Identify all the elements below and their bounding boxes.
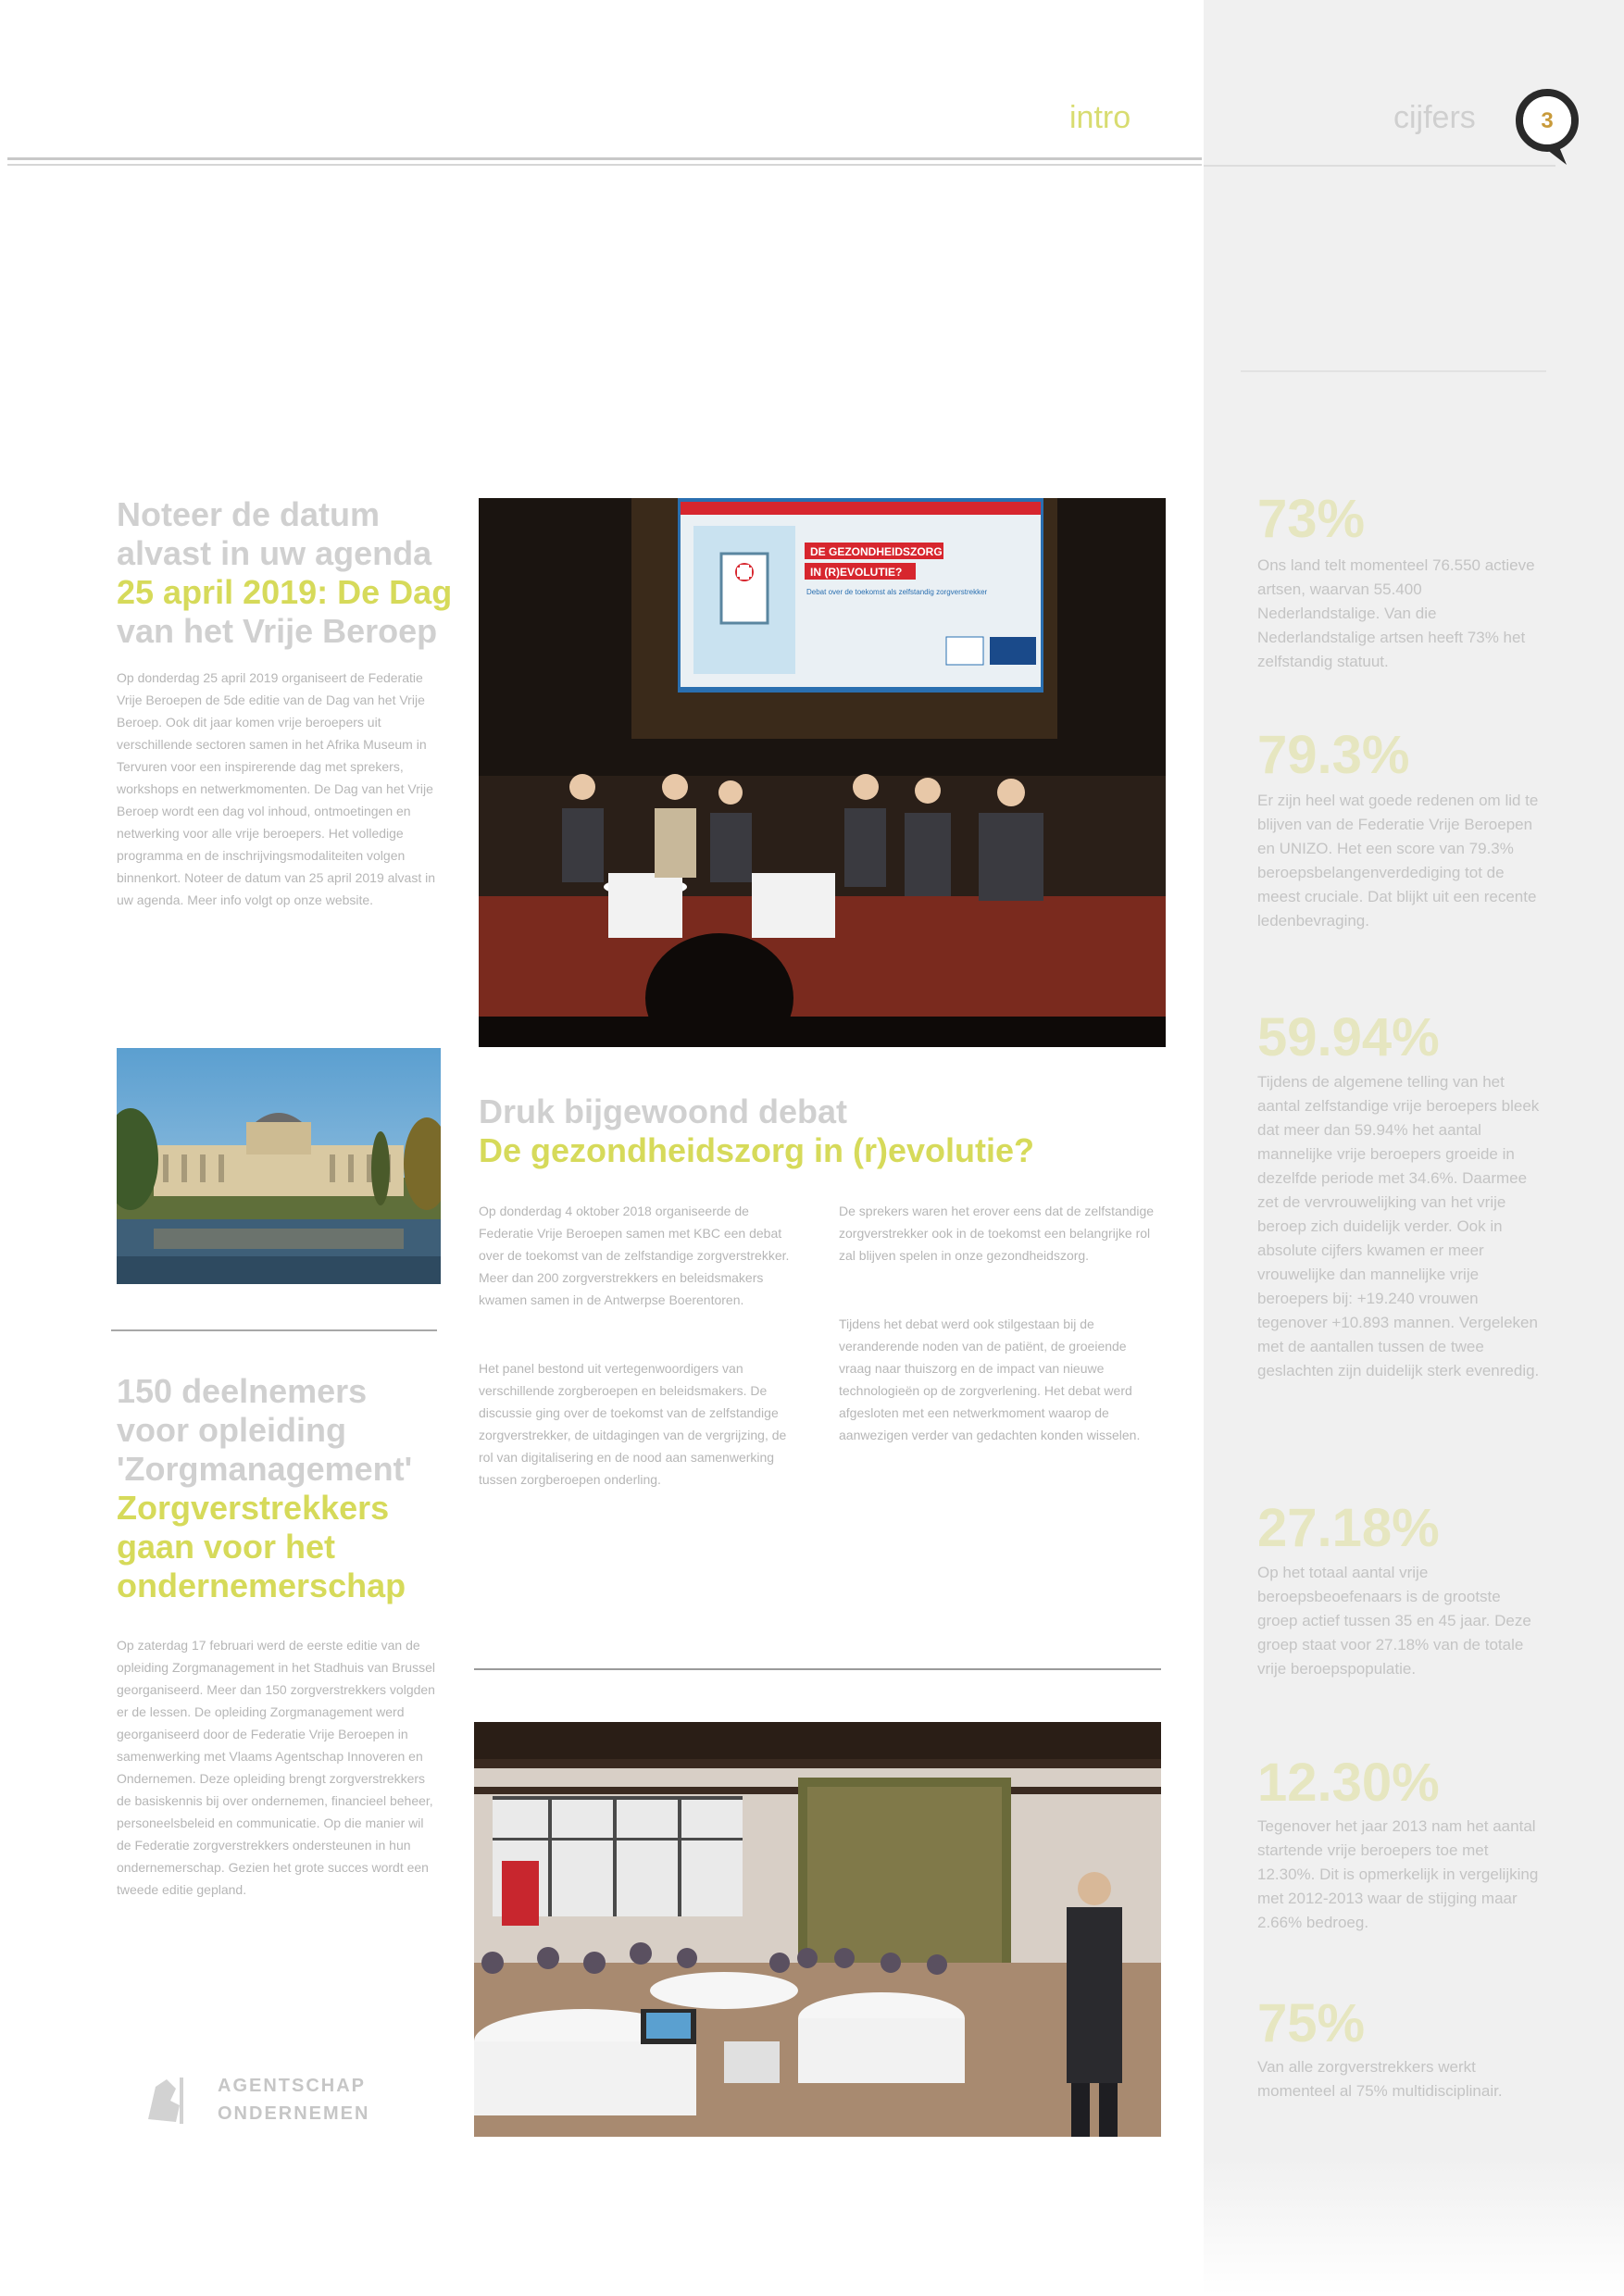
stat-text-3: Tijdens de algemene telling van het aantal zelfstandige vrije beroepers bleek dat meer dan 59.94% het aantal mannelijke vrije beroepers groeide in dezelfde periode met 34.6%. Daarmee zet de vervrouwelijking van het vrije beroep zich duidelijk verder. Ook in absolute cijfers kwamen er meer vrouwelijke dan mannelijke vrije beroepers bij: +19.240 vrouwen tegenover +10.893 mannen. Vergeleken met de aantallen tussen de twee geslachten zijn duidelijk sterk evenredig. (1257, 1073, 1540, 1379)
stat-text-6: Van alle zorgverstrekkers werkt momenteel al 75% multidisciplinair. (1257, 2058, 1503, 2100)
training-title-4: Zorgverstrekkers (117, 1489, 390, 1527)
sidebar-rule-faint (1241, 370, 1546, 372)
agentschap-ondernemen-logo (139, 2068, 417, 2133)
screen-subtitle: Debat over de toekomst als zelfstandig zorgverstrekker (806, 588, 988, 596)
stat-text-5: Tegenover het jaar 2013 nam het aantal startende vrije beroepers toe met 12.30%. Dit is opmerkelijk in vergelijking met 2012-2013 waar de stijging maar 2.66% bedroeg. (1257, 1817, 1539, 1931)
training-title-3: 'Zorgmanagement' (117, 1450, 413, 1488)
stat-text-2: Er zijn heel wat goede redenen om lid te blijven van de Federatie Vrije Beroepen en UNIZO. Het een score van 79.3% beroepsbelangenverdediging tot de meest cruciale. Dat blijkt uit een recente ledenbevraging. (1257, 792, 1539, 930)
training-title-5: gaan voor het (117, 1528, 336, 1566)
agenda-title-4: van het Vrije Beroep (117, 612, 438, 650)
nav-cijfers: cijfers (1393, 100, 1476, 135)
page-number-badge (1511, 85, 1583, 170)
debate-body-right-1: De sprekers waren het erover eens dat de zelfstandige zorgverstrekker ook in de toekomst een belangrijke rol zal blijven spelen in onze gezondheidszorg. (839, 1204, 1155, 1263)
stat-value-1: 73% (1257, 489, 1366, 549)
stat-value-5: 12.30% (1257, 1753, 1440, 1813)
training-title-2: voor opleiding (117, 1411, 346, 1449)
agenda-title-3: 25 april 2019: De Dag (117, 573, 453, 611)
divider (111, 1329, 437, 1331)
stat-value-2: 79.3% (1257, 725, 1410, 785)
stat-value-4: 27.18% (1257, 1498, 1440, 1558)
debate-body-left-2: Het panel bestond uit vertegenwoordigers van verschillende zorgberoepen en beleidsmakers. De discussie ging over de toekomst van de zelfstandige zorgverstrekker, de uitdagingen van de vergrijzing, de rol van digitalisering en de nood aan samenwerking tussen zorgberoepen onderling. (479, 1361, 787, 1487)
training-photo (474, 1722, 1161, 2137)
debate-photo (479, 498, 1166, 1047)
stat-text-4: Op het totaal aantal vrije beroepsbeoefenaars is de grootste groep actief tussen 35 en 45 jaar. Deze groep staat voor 27.18% van de totale vrije beroepspopulatie. (1257, 1564, 1531, 1678)
training-title-6: ondernemerschap (117, 1566, 406, 1604)
stat-value-6: 75% (1257, 1993, 1366, 2053)
training-body: Op zaterdag 17 februari werd de eerste editie van de opleiding Zorgmanagement in het Stadhuis van Brussel georganiseerd. Meer dan 150 zorgverstrekkers volgden er de lessen. De opleiding Zorgmanagement werd georganiseerd door de Federatie Vrije Beroepen in samenwerking met Vlaams Agentschap Innoveren en Ondernemen. Deze opleiding brengt zorgverstrekkers de basiskennis bij over ondernemen, financieel beheer, personeelsbeleid en communicatie. Op die manier wil de Federatie zorgverstrekkers ondersteunen in hun ondernemerschap. Gezien het grote succes wordt een tweede editie gepland. (117, 1638, 435, 1897)
agenda-title-1: Noteer de datum (117, 495, 381, 533)
logo-line-2: ONDERNEMEN (218, 2103, 370, 2124)
screen-title-1: DE GEZONDHEIDSZORG (810, 545, 943, 558)
flemish-lion-icon (148, 2079, 180, 2122)
debate-body-left-1: Op donderdag 4 oktober 2018 organiseerde de Federatie Vrije Beroepen samen met KBC een debat over de toekomst van de zelfstandige zorgverstrekker. Meer dan 200 zorgverstrekkers en beleidsmakers kwamen samen in de Antwerpse Boerentoren. (479, 1204, 790, 1307)
stat-value-3: 59.94% (1257, 1007, 1440, 1067)
museum-photo (117, 1048, 441, 1284)
training-title-1: 150 deelnemers (117, 1372, 368, 1410)
sidebar-rule (1204, 165, 1555, 167)
header-rule-secondary (7, 164, 1202, 166)
logo-line-1: AGENTSCHAP (218, 2076, 367, 2096)
debate-title-1: Druk bijgewoond debat (479, 1092, 848, 1130)
agenda-body: Op donderdag 25 april 2019 organiseert de Federatie Vrije Beroepen de 5de editie van de Dag van het Vrije Beroep. Ook dit jaar komen vrije beroepers uit verschillende sectoren samen in het Afrika Museum in Tervuren voor een inspirerende dag met sprekers, workshops en netwerkmomenten. De Dag van het Vrije Beroep wordt een dag vol inhoud, ontmoetingen en netwerking voor alle vrije beroepers. Het volledige programma en de inschrijvingsmodaliteiten volgen binnenkort. Noteer de datum van 25 april 2019 alvast in uw agenda. Meer info volgt op onze website. (117, 670, 435, 907)
divider (474, 1668, 1161, 1670)
header-rule (7, 157, 1202, 160)
nav-intro: intro (1069, 100, 1131, 135)
debate-title-2: De gezondheidszorg in (r)evolutie? (479, 1131, 1035, 1169)
debate-body-right-2: Tijdens het debat werd ook stilgestaan bij de veranderende noden van de patiënt, de groeiende vraag naar thuiszorg en de impact van nieuwe technologieën op de zorgverlening. Het debat werd afgesloten met een netwerkmoment waarop de aanwezigen verder van gedachten konden wisselen. (839, 1316, 1141, 1442)
agenda-title-2: alvast in uw agenda (117, 534, 432, 572)
stat-text-1: Ons land telt momenteel 76.550 actieve artsen, waarvan 55.400 Nederlandstalige. Van die Nederlandstalige artsen heeft 73% het zelfstandig statuut. (1257, 556, 1535, 670)
screen-title-2: IN (R)EVOLUTIE? (810, 566, 903, 579)
page-number: 3 (1541, 108, 1554, 133)
